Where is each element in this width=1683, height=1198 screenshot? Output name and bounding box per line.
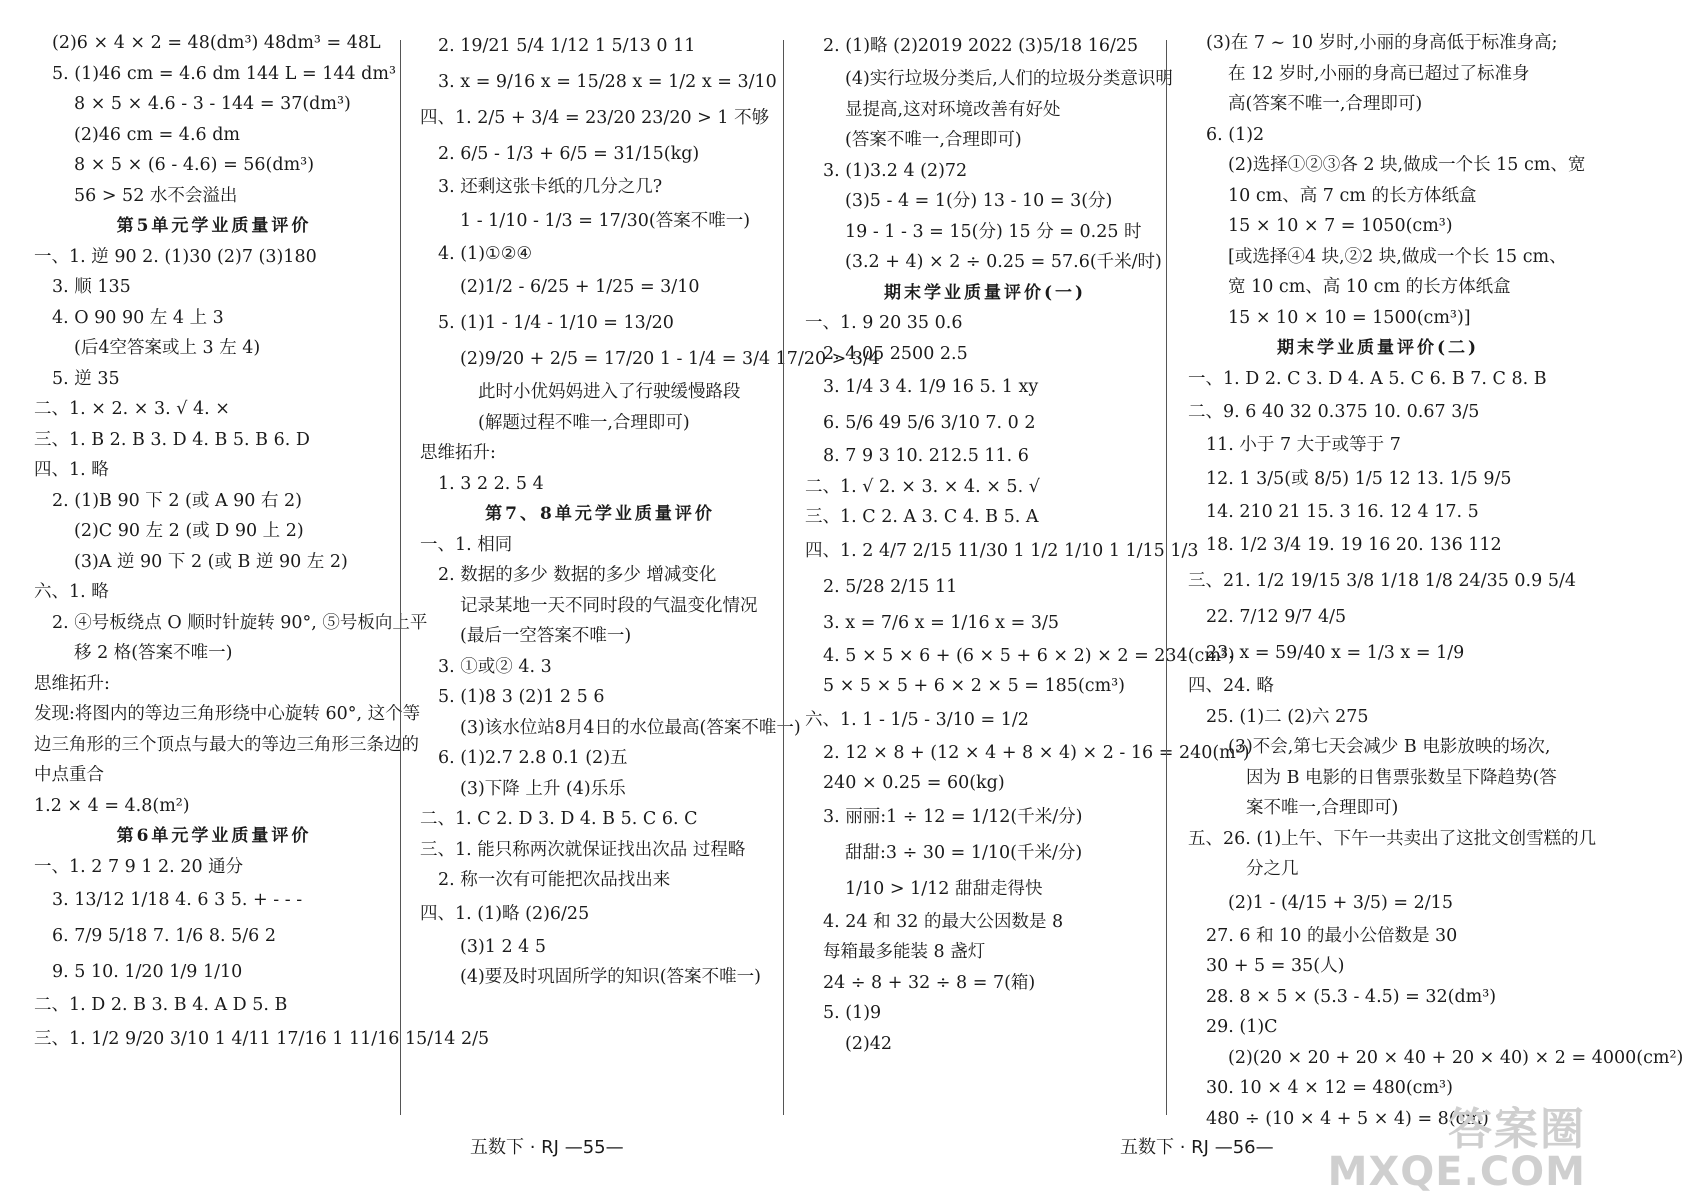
answer-line: (2)C 90 左 2 (或 D 90 上 2)	[74, 521, 304, 541]
answer-line: 2. 12 × 8 + (12 × 4 + 8 × 4) × 2 - 16 = 240(m²)	[823, 742, 1250, 763]
answer-line: (2)1 - (4/15 + 3/5) = 2/15	[1228, 892, 1453, 913]
answer-line: 25. (1)二 (2)六 275	[1206, 706, 1369, 727]
answer-line: (3)该水位站8月4日的水位最高(答案不唯一)	[460, 717, 801, 738]
answer-line: 一、1. 逆 90 2. (1)30 (2)7 (3)180	[34, 246, 317, 267]
answer-line: 5. (1)9	[823, 1003, 882, 1023]
answer-column-2	[420, 28, 881, 993]
answer-line: 四、1. 略	[34, 460, 109, 480]
answer-line: 5. 逆 35	[52, 368, 120, 389]
answer-line: 6. 5/6 49 5/6 3/10 7. 0 2	[823, 413, 1036, 433]
answer-line: (3)不会,第七天会减少 B 电影放映的场次,	[1228, 737, 1551, 757]
answer-line: 8 × 5 × 4.6 - 3 - 144 = 37(dm³)	[74, 94, 351, 114]
answer-line: 中点重合	[34, 765, 104, 785]
answer-line: 记录某地一天不同时段的气温变化情况	[460, 595, 758, 616]
answer-line: (3)在 7 ~ 10 岁时,小丽的身高低于标准身高;	[1206, 33, 1558, 53]
answer-line: 2. (1)B 90 下 2 (或 A 90 右 2)	[52, 490, 303, 511]
answer-line: 3. 13/12 1/18 4. 6 3 5. + - - -	[52, 890, 303, 910]
answer-line: 二、1. C 2. D 3. D 4. B 5. C 6. C	[420, 809, 698, 829]
answer-line: 三、1. 1/2 9/20 3/10 1 4/11 17/16 1 11/16 15/14 2/5	[34, 1028, 490, 1049]
answer-line: 3. ①或② 4. 3	[438, 656, 552, 677]
answer-line: 3. 1/4 3 4. 1/9 16 5. 1 xy	[823, 377, 1039, 397]
answer-line: 发现:将图内的等边三角形绕中心旋转 60°, 这个等	[34, 704, 421, 724]
answer-line: 二、1. D 2. B 3. B 4. A D 5. B	[34, 995, 288, 1015]
answer-line: 三、21. 1/2 19/15 3/8 1/18 1/8 24/35 0.9 5/4	[1188, 571, 1576, 591]
answer-line: 4. (1)①②④	[438, 243, 533, 264]
answer-line: (2)6 × 4 × 2 = 48(dm³) 48dm³ = 48L	[52, 33, 381, 53]
answer-line: 五、26. (1)上午、下午一共卖出了这批文创雪糕的几	[1188, 828, 1597, 849]
answer-line: 六、1. 1 - 1/5 - 3/10 = 1/2	[805, 709, 1029, 730]
page-footer-right: 五数下 · RJ —56—	[1120, 1137, 1274, 1158]
section-title: 第7、8单元学业质量评价	[485, 504, 715, 524]
answer-line: 此时小优妈妈进入了行驶缓慢路段	[478, 382, 741, 402]
answer-line: 8. 7 9 3 10. 212.5 11. 6	[823, 446, 1029, 466]
answer-line: 移 2 格(答案不唯一)	[74, 643, 233, 663]
section-title: 期末学业质量评价(一)	[883, 282, 1087, 303]
column-divider	[1166, 40, 1167, 1115]
answer-line: 2. (1)略 (2)2019 2022 (3)5/18 16/25	[823, 36, 1139, 56]
answer-line: 6. (1)2.7 2.8 0.1 (2)五	[438, 748, 628, 768]
answer-line: 一、1. 9 20 35 0.6	[805, 313, 963, 333]
column-divider	[400, 40, 401, 1115]
answer-line: 10 cm、高 7 cm 的长方体纸盒	[1228, 185, 1477, 206]
answer-line: 3. (1)3.2 4 (2)72	[823, 160, 968, 181]
section-title: 第6单元学业质量评价	[116, 826, 312, 846]
answer-line: 四、1. 2 4/7 2/15 11/30 1 1/2 1/10 1 1/15 1/3	[805, 540, 1199, 561]
answer-line: 5 × 5 × 5 + 6 × 2 × 5 = 185(cm³)	[823, 676, 1126, 696]
answer-line: (2)1/2 - 6/25 + 1/25 = 3/10	[460, 277, 700, 297]
answer-line: 高(答案不唯一,合理即可)	[1228, 94, 1423, 114]
answer-line: (后4空答案或上 3 左 4)	[74, 338, 261, 358]
answer-line: 23. x = 59/40 x = 1/3 x = 1/9	[1206, 643, 1465, 663]
answer-line: 四、24. 略	[1188, 676, 1274, 696]
answer-line: 思维拓升:	[420, 443, 496, 463]
answer-line: 2. 4.05 2500 2.5	[823, 343, 968, 364]
answer-line: 4. 24 和 32 的最大公因数是 8	[823, 911, 1064, 932]
answer-line: 8 × 5 × (6 - 4.6) = 56(dm³)	[74, 155, 315, 175]
section-title: 期末学业质量评价(二)	[1276, 338, 1480, 358]
answer-line: (3)A 逆 90 下 2 (或 B 逆 90 左 2)	[74, 551, 348, 572]
answer-line: 3. x = 9/16 x = 15/28 x = 1/2 x = 3/10	[438, 72, 777, 92]
answer-line: 案不唯一,合理即可)	[1246, 798, 1399, 818]
answer-line: 15 × 10 × 7 = 1050(cm³)	[1228, 216, 1453, 236]
answer-column-4	[1188, 28, 1683, 1134]
answer-line: 5. (1)46 cm = 4.6 dm 144 L = 144 dm³	[52, 63, 396, 84]
answer-line: 一、1. 相同	[420, 534, 513, 555]
answer-line: [或选择④4 块,②2 块,做成一个长 15 cm、	[1228, 246, 1567, 267]
answer-line: 因为 B 电影的日售票张数呈下降趋势(答	[1246, 767, 1557, 788]
answer-line: 1.2 × 4 = 4.8(m²)	[34, 795, 190, 816]
answer-line: 29. (1)C	[1206, 1017, 1278, 1037]
answer-line: 2. 5/28 2/15 11	[823, 576, 958, 597]
answer-line: 27. 6 和 10 的最小公倍数是 30	[1206, 925, 1458, 946]
answer-line: 14. 210 21 15. 3 16. 12 4 17. 5	[1206, 501, 1479, 522]
answer-line: 56 > 52 水不会溢出	[74, 185, 238, 206]
answer-line: 3. 还剩这张卡纸的几分之几?	[438, 177, 663, 197]
answer-line: 三、1. B 2. B 3. D 4. B 5. B 6. D	[34, 429, 310, 450]
answer-line: 24 ÷ 8 + 32 ÷ 8 = 7(箱)	[823, 972, 1036, 993]
answer-line: 5. (1)8 3 (2)1 2 5 6	[438, 687, 605, 707]
page-footer-left: 五数下 · RJ —55—	[470, 1137, 624, 1158]
answer-line: 1/10 > 1/12 甜甜走得快	[845, 878, 1043, 899]
answer-line: 6. 7/9 5/18 7. 1/6 8. 5/6 2	[52, 926, 276, 946]
answer-line: 二、9. 6 40 32 0.375 10. 0.67 3/5	[1188, 402, 1480, 422]
answer-line: 2. 称一次有可能把次品找出来	[438, 870, 671, 890]
answer-line: 30 + 5 = 35(人)	[1206, 956, 1345, 976]
answer-line: 3. 丽丽:1 ÷ 12 = 1/12(千米/分)	[823, 806, 1083, 827]
answer-line: 一、1. D 2. C 3. D 4. A 5. C 6. B 7. C 8. B	[1188, 368, 1547, 389]
site-watermark	[1327, 1104, 1586, 1195]
answer-line: 1 - 1/10 - 1/3 = 17/30(答案不唯一)	[460, 210, 751, 231]
answer-line: 9. 5 10. 1/20 1/9 1/10	[52, 962, 243, 982]
watermark-logo-text: 答案圈	[1448, 1104, 1586, 1155]
answer-line: 二、1. √ 2. × 3. × 4. × 5. √	[805, 476, 1040, 497]
answer-line: 6. (1)2	[1206, 124, 1265, 145]
answer-line: 22. 7/12 9/7 4/5	[1206, 607, 1347, 627]
answer-line: 六、1. 略	[34, 582, 109, 602]
section-title: 第5单元学业质量评价	[116, 216, 312, 236]
answer-line: 3. x = 7/6 x = 1/16 x = 3/5	[823, 612, 1059, 633]
answer-line: 一、1. 2 7 9 1 2. 20 通分	[34, 856, 244, 877]
answer-line: 240 × 0.25 = 60(kg)	[823, 773, 1005, 793]
answer-line: 宽 10 cm、高 10 cm 的长方体纸盒	[1228, 277, 1511, 297]
answer-line: (3)5 - 4 = 1(分) 13 - 10 = 3(分)	[845, 191, 1113, 211]
answer-line: (解题过程不唯一,合理即可)	[478, 412, 690, 433]
answer-line: (答案不唯一,合理即可)	[845, 130, 1022, 150]
answer-line: 480 ÷ (10 × 4 + 5 × 4) = 8(cm)	[1206, 1108, 1489, 1129]
answer-line: 边三角形的三个顶点与最大的等边三角形三条边的	[34, 734, 419, 755]
answer-line: 30. 10 × 4 × 12 = 480(cm³)	[1206, 1078, 1453, 1098]
answer-line: 2. 19/21 5/4 1/12 1 5/13 0 11	[438, 36, 696, 56]
answer-line: 在 12 岁时,小丽的身高已超过了标准身	[1228, 63, 1530, 84]
answer-line: 思维拓升:	[34, 673, 110, 694]
answer-line: 每箱最多能装 8 盏灯	[823, 942, 986, 962]
answer-line: 三、1. C 2. A 3. C 4. B 5. A	[805, 507, 1039, 527]
answer-line: 28. 8 × 5 × (5.3 - 4.5) = 32(dm³)	[1206, 986, 1497, 1007]
answer-line: (4)要及时巩固所学的知识(答案不唯一)	[460, 967, 761, 987]
answer-line: (3)1 2 4 5	[460, 936, 547, 957]
answer-line: 11. 小于 7 大于或等于 7	[1206, 435, 1401, 455]
answer-line: 2. 数据的多少 数据的多少 增减变化	[438, 565, 717, 585]
watermark-url: MXQE.COM	[1327, 1149, 1586, 1195]
answer-line: 三、1. 能只称两次就保证找出次品 过程略	[420, 839, 746, 860]
answer-line: 1. 3 2 2. 5 4	[438, 473, 544, 494]
answer-line: 分之几	[1246, 859, 1299, 879]
answer-line: 显提高,这对环境改善有好处	[845, 99, 1061, 120]
answer-line: (3.2 + 4) × 2 ÷ 0.25 = 57.6(千米/时)	[845, 252, 1162, 272]
answer-line: 四、1. 2/5 + 3/4 = 23/20 23/20 > 1 不够	[420, 108, 770, 128]
answer-line: 3. 顺 135	[52, 277, 131, 297]
answer-line: (2)选择①②③各 2 块,做成一个长 15 cm、宽	[1228, 155, 1586, 175]
answer-line: 四、1. (1)略 (2)6/25	[420, 903, 590, 924]
answer-line: 15 × 10 × 10 = 1500(cm³)]	[1228, 307, 1471, 328]
answer-line: (2)(20 × 20 + 20 × 40 + 20 × 40) × 2 = 4000(cm²)	[1228, 1047, 1683, 1068]
answer-line: 5. (1)1 - 1/4 - 1/10 = 13/20	[438, 313, 674, 333]
answer-line: (4)实行垃圾分类后,人们的垃圾分类意识明	[845, 69, 1173, 89]
answer-line: 2. ④号板绕点 O 顺时针旋转 90°, ⑤号板向上平	[52, 612, 428, 633]
answer-line: 19 - 1 - 3 = 15(分) 15 分 = 0.25 时	[845, 221, 1142, 242]
answer-line: 甜甜:3 ÷ 30 = 1/10(千米/分)	[845, 842, 1083, 863]
answer-line: (2)42	[845, 1033, 893, 1054]
answer-line: (最后一空答案不唯一)	[460, 626, 632, 646]
answer-line: (2)9/20 + 2/5 = 17/20 1 - 1/4 = 3/4 17/20 > 3/4	[460, 349, 881, 369]
answer-line: 12. 1 3/5(或 8/5) 1/5 12 13. 1/5 9/5	[1206, 468, 1512, 489]
answer-line: 18. 1/2 3/4 19. 19 16 20. 136 112	[1206, 535, 1502, 555]
column-divider	[783, 40, 784, 1115]
answer-line: 二、1. × 2. × 3. √ 4. ×	[34, 399, 230, 419]
answer-line: 2. 6/5 - 1/3 + 6/5 = 31/15(kg)	[438, 144, 700, 164]
answer-line: (3)下降 上升 (4)乐乐	[460, 778, 626, 799]
answer-line: (2)46 cm = 4.6 dm	[74, 124, 240, 145]
answer-line: 4. 5 × 5 × 6 + (6 × 5 + 6 × 2) × 2 = 234(cm²)	[823, 645, 1235, 666]
answer-line: 4. O 90 90 左 4 上 3	[52, 307, 224, 328]
